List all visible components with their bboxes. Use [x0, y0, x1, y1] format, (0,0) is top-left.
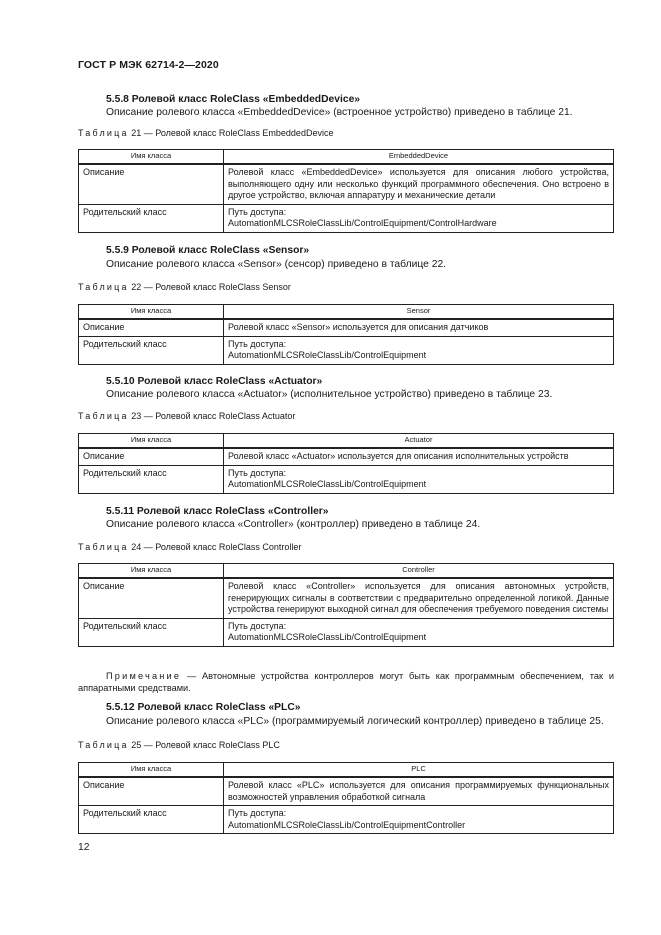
- row-value-parent: [224, 618, 614, 646]
- table-22: [78, 304, 614, 365]
- path-label: Путь доступа:: [228, 808, 287, 818]
- path-label: Путь доступа:: [228, 620, 287, 631]
- path-value: AutomationMLCSRoleClassLib/ControlEquipment: [228, 350, 427, 360]
- table-header-row: [79, 763, 614, 778]
- row-value-description: Ролевой класс «Controller» используется для описания автономных устройств, генерирующих сигналы в соответствии с предварительно определенной логикой. Данные устройства генерируют выходной сигнал для обеспечения требуемого поведения системы: [224, 578, 614, 618]
- table-row: [79, 204, 614, 232]
- section-intro-5-5-9: Описание ролевого класса «Sensor» (сенсор) приведено в таблице 22.: [106, 259, 447, 270]
- table-caption-23: [78, 411, 295, 421]
- section-title-5-5-8: 5.5.8 Ролевой класс RoleClass «EmbeddedDevice»: [106, 94, 361, 105]
- row-label-description: Описание: [79, 777, 224, 806]
- table-header-row: [79, 434, 614, 449]
- table-row: [79, 336, 614, 364]
- table-row: [79, 319, 614, 336]
- col-header-class-name: Имя класса: [79, 763, 224, 778]
- row-label-description: Описание: [79, 319, 224, 336]
- section-title-5-5-12: 5.5.12 Ролевой класс RoleClass «PLC»: [106, 702, 301, 713]
- caption-text: 25 — Ролевой класс RoleClass PLC: [128, 740, 280, 750]
- row-label-parent: Родительский класс: [79, 336, 224, 364]
- section-title-5-5-11: 5.5.11 Ролевой класс RoleClass «Controller»: [106, 506, 329, 517]
- table-caption-25: [78, 740, 280, 750]
- row-label-description: Описание: [79, 448, 224, 465]
- row-label-parent: Родительский класс: [79, 806, 224, 834]
- caption-text: 23 — Ролевой класс RoleClass Actuator: [128, 411, 296, 421]
- table-caption-24: [78, 542, 301, 552]
- col-header-class-name: Имя класса: [79, 434, 224, 449]
- row-value-parent: [224, 336, 614, 364]
- table-row: [79, 164, 614, 204]
- col-header-value: PLC: [224, 763, 614, 778]
- col-header-class-name: Имя класса: [79, 150, 224, 165]
- table-row: [79, 806, 614, 834]
- row-value-description: Ролевой класс «PLC» используется для описания программируемых функциональных возможностей управления обработкой сигнала: [224, 777, 614, 806]
- row-label-description: Описание: [79, 164, 224, 204]
- section-intro-5-5-8: Описание ролевого класса «EmbeddedDevice» (встроенное устройство) приведено в таблице 21.: [106, 107, 573, 118]
- path-value: AutomationMLCSRoleClassLib/ControlEquipment/ControlHardware: [228, 218, 497, 228]
- table-25: [78, 762, 614, 834]
- caption-prefix: Таблица: [78, 411, 129, 421]
- table-row: [79, 618, 614, 646]
- note-label: Примечание: [106, 671, 182, 681]
- document-header: ГОСТ Р МЭК 62714-2—2020: [78, 59, 219, 71]
- col-header-value: Controller: [224, 564, 614, 579]
- table-header-row: [79, 305, 614, 320]
- caption-prefix: Таблица: [78, 740, 129, 750]
- caption-prefix: Таблица: [78, 542, 129, 552]
- table-row: [79, 448, 614, 465]
- path-label: Путь доступа:: [228, 338, 287, 349]
- path-value: AutomationMLCSRoleClassLib/ControlEquipment: [228, 632, 427, 642]
- table-24: [78, 563, 614, 647]
- page-number: 12: [78, 842, 90, 853]
- note-text: — Автономные устройства контроллеров могут быть как программным обеспечением, так и аппаратными средствами.: [78, 671, 614, 693]
- table-caption-22: [78, 282, 291, 292]
- caption-prefix: Таблица: [78, 282, 129, 292]
- table-header-row: [79, 150, 614, 165]
- row-label-parent: Родительский класс: [79, 204, 224, 232]
- table-23: [78, 433, 614, 494]
- col-header-value: Sensor: [224, 305, 614, 320]
- col-header-value: EmbeddedDevice: [224, 150, 614, 165]
- section-intro-5-5-10: Описание ролевого класса «Actuator» (исполнительное устройство) приведено в таблице 23.: [106, 389, 553, 400]
- section-intro-5-5-12: Описание ролевого класса «PLC» (программируемый логический контроллер) приведено в таблице 25.: [106, 716, 604, 727]
- row-value-parent: [224, 204, 614, 232]
- col-header-value: Actuator: [224, 434, 614, 449]
- row-value-parent: [224, 465, 614, 493]
- section-title-5-5-9: 5.5.9 Ролевой класс RoleClass «Sensor»: [106, 245, 310, 256]
- caption-text: 22 — Ролевой класс RoleClass Sensor: [128, 282, 291, 292]
- col-header-class-name: Имя класса: [79, 305, 224, 320]
- row-label-parent: Родительский класс: [79, 618, 224, 646]
- table-row: [79, 465, 614, 493]
- table-row: [79, 777, 614, 806]
- path-value: AutomationMLCSRoleClassLib/ControlEquipment: [228, 479, 427, 489]
- section-title-5-5-10: 5.5.10 Ролевой класс RoleClass «Actuator»: [106, 376, 323, 387]
- path-value: AutomationMLCSRoleClassLib/ControlEquipmentController: [228, 819, 466, 830]
- table-header-row: [79, 564, 614, 579]
- col-header-class-name: Имя класса: [79, 564, 224, 579]
- path-label: Путь доступа:: [228, 206, 287, 217]
- row-label-description: Описание: [79, 578, 224, 618]
- table-21: [78, 149, 614, 233]
- row-value-description: Ролевой класс «Actuator» используется для описания исполнительных устройств: [224, 448, 614, 465]
- section-intro-5-5-11: Описание ролевого класса «Controller» (контроллер) приведено в таблице 24.: [106, 519, 481, 530]
- caption-text: 21 — Ролевой класс RoleClass EmbeddedDevice: [128, 128, 334, 138]
- table-caption-21: [78, 128, 333, 138]
- caption-prefix: Таблица: [78, 128, 129, 138]
- table-row: [79, 578, 614, 618]
- row-value-parent: [224, 806, 614, 834]
- row-value-description: Ролевой класс «Sensor» используется для описания датчиков: [224, 319, 614, 336]
- row-value-description: Ролевой класс «EmbeddedDevice» используется для описания любого устройства, выполняющего одну или несколько функций программного обеспечения. Оно встроено в другое устройство, включая аппаратуру и механические детали: [224, 164, 614, 204]
- caption-text: 24 — Ролевой класс RoleClass Controller: [128, 542, 302, 552]
- table-note: [78, 670, 614, 694]
- row-label-parent: Родительский класс: [79, 465, 224, 493]
- path-label: Путь доступа:: [228, 467, 287, 478]
